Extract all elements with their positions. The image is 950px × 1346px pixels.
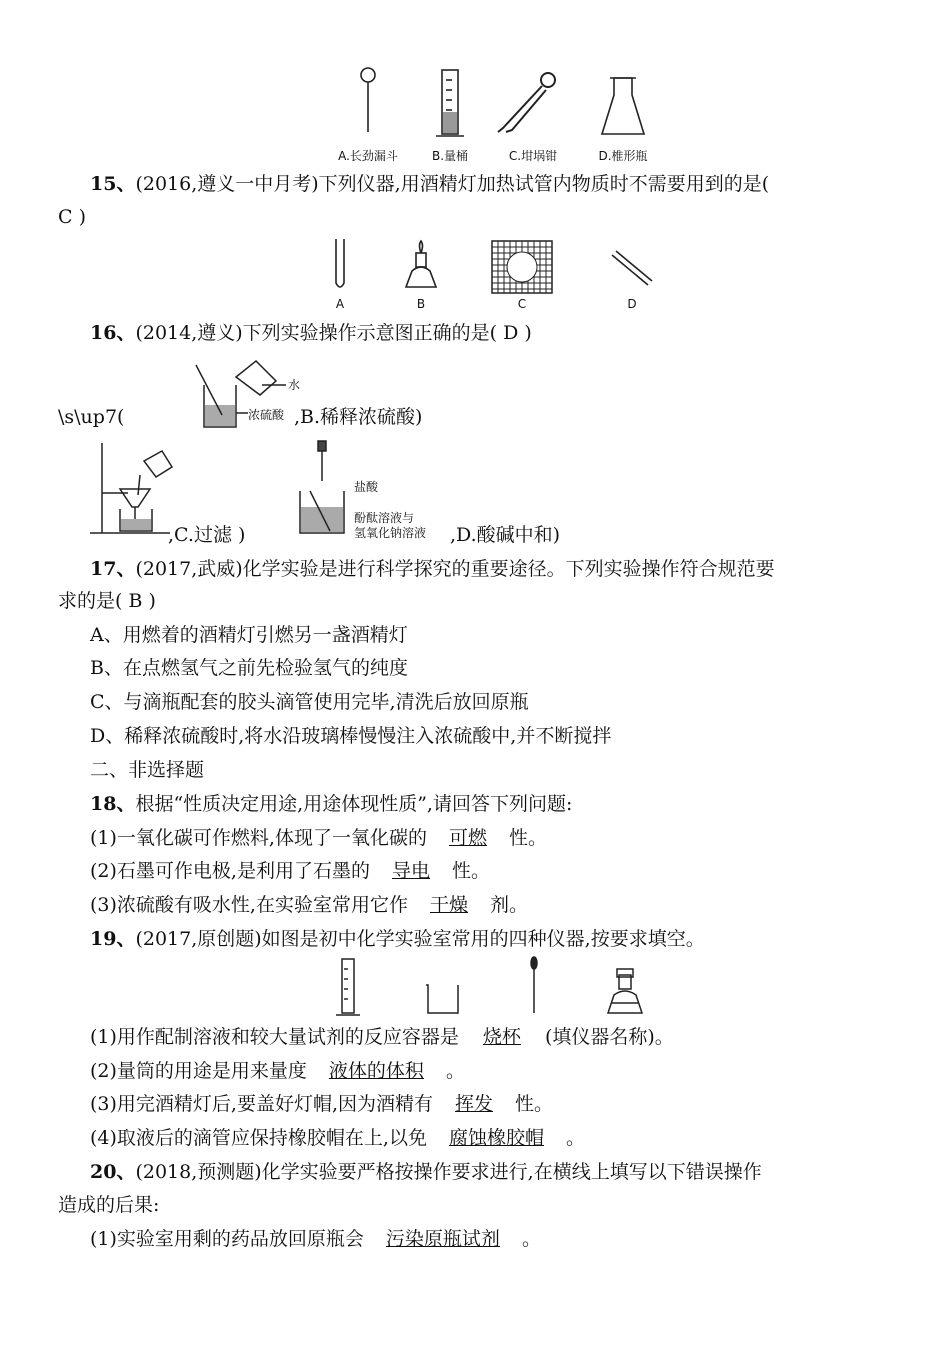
long-neck-funnel-icon [361,68,375,132]
q18-item-3-suffix: 剂。 [489,894,528,916]
neutralization-icon [300,441,344,533]
q16-line [90,321,532,345]
q18-item-1-suffix: 性。 [508,827,547,849]
q18-line [90,792,572,816]
wire-gauze-icon [492,241,552,293]
q19-item-2 [90,1059,465,1083]
q19-item-4-answer: 腐蚀橡胶帽 [448,1127,544,1149]
q19-number: 19、 [90,928,136,950]
q19-item-4-suffix: 。 [565,1127,585,1149]
alcohol-lamp-icon [406,241,436,287]
q18-number: 18、 [90,793,136,815]
q15-answer: C ) [58,206,86,228]
crucible-tongs-icon [498,73,555,132]
q20-text2: 造成的后果: [58,1194,160,1216]
q20-item-1-suffix: 。 [521,1228,541,1250]
q15-number: 15、 [90,173,136,195]
top-instruments-drawing [0,0,950,170]
q19-item-1 [90,1025,674,1049]
q16-row2-c: ,C.过滤 ) [168,524,246,546]
q18-item-1-prefix: (1)一氧化碳可作燃料,体现了一氧化碳的 [90,827,427,849]
q19-instruments-drawing [0,955,950,1020]
q19-item-3-suffix: 性。 [515,1093,554,1115]
q17-line1 [90,557,775,581]
q19-item-2-prefix: (2)量筒的用途是用来量度 [90,1060,307,1082]
q18-item-2-prefix: (2)石墨可作电极,是利用了石墨的 [90,860,370,882]
q15-label-d: D [627,297,637,311]
q19-item-2-suffix: 。 [445,1060,465,1082]
q18-item-3-prefix: (3)浓硫酸有吸水性,在实验室常用它作 [90,894,408,916]
section-heading: 二、非选择题 [90,759,205,781]
q17-option-c: C、与滴瓶配套的胶头滴管使用完毕,清洗后放回原瓶 [90,691,529,713]
q19-item-4 [90,1126,585,1150]
q16-text: (2014,遵义)下列实验操作示意图正确的是( D ) [135,322,532,344]
q16-row1-prefix: \s\up7( [58,406,125,428]
q15-label-b: B [416,297,426,311]
q16-row1-suffix: ,B.稀释浓硫酸) [294,406,423,428]
q17-text2: 求的是( B ) [58,590,156,612]
caption-d: D.椎形瓶 [598,149,648,163]
graduated-cylinder-icon [436,70,464,136]
q15-label-c: C [517,297,527,311]
q18-item-1-answer: 可燃 [448,827,487,849]
q20-number: 20、 [90,1161,136,1183]
q19-item-1-suffix: (填仪器名称)。 [544,1026,674,1048]
q16-dilution-drawing [0,355,950,435]
label-mix-2: 氢氧化钠溶液 [354,526,427,540]
q20-item-1 [90,1227,541,1251]
q18-item-1 [90,826,547,850]
q18-item-2 [90,859,490,883]
label-mix-1: 酚酞溶液与 [354,511,415,525]
q16-number: 16、 [90,322,136,344]
q19-item-3-prefix: (3)用完酒精灯后,要盖好灯帽,因为酒精有 [90,1093,433,1115]
q19-item-3 [90,1092,553,1116]
dropper-icon [531,957,537,1013]
q19-item-2-answer: 液体的体积 [328,1060,424,1082]
test-tube-holder-icon [612,251,652,285]
alcohol-lamp-icon [608,969,642,1013]
q17-option-a: A、用燃着的酒精灯引燃另一盏酒精灯 [90,624,408,646]
q18-item-2-suffix: 性。 [451,860,490,882]
q19-item-4-prefix: (4)取液后的滴管应保持橡胶帽在上,以免 [90,1127,427,1149]
q15-line [90,172,769,196]
q17-option-b: B、在点燃氢气之前先检验氢气的纯度 [90,657,408,679]
test-tube-icon [336,239,344,287]
q20-item-1-answer: 污染原瓶试剂 [385,1228,500,1250]
label-hydrochloric-acid: 盐酸 [354,480,379,494]
caption-a: A.长劲漏斗 [338,149,398,163]
q17-text1: (2017,武威)化学实验是进行科学探究的重要途径。下列实验操作符合规范要 [135,558,775,580]
conical-flask-icon [602,78,644,134]
caption-b: B.量桶 [431,149,469,163]
q18-item-3 [90,893,528,917]
q17-option-d: D、稀释浓硫酸时,将水沿玻璃棒慢慢注入浓硫酸中,并不断搅拌 [90,725,612,747]
q16-row2-d: ,D.酸碱中和) [450,524,561,546]
filtration-icon [90,443,172,533]
q20-text1: (2018,预测题)化学实验要严格按操作要求进行,在横线上填写以下错误操作 [135,1161,762,1183]
q19-text: (2017,原创题)如图是初中化学实验室常用的四种仪器,按要求填空。 [135,928,705,950]
q18-text: 根据“性质决定用途,用途体现性质”,请回答下列问题: [135,793,573,815]
label-water: 水 [288,378,301,392]
q20-item-1-prefix: (1)实验室用剩的药品放回原瓶会 [90,1228,364,1250]
q19-line [90,927,705,951]
q20-line1 [90,1160,762,1184]
beaker-icon [426,985,458,1013]
q19-item-1-prefix: (1)用作配制溶液和较大量试剂的反应容器是 [90,1026,459,1048]
q15-label-a: A [335,297,345,311]
label-concentrated-sulfuric-acid: 浓硫酸 [248,408,285,422]
caption-c: C.坩埚钳 [508,149,558,163]
q18-item-3-answer: 干燥 [429,894,468,916]
q17-number: 17、 [90,558,136,580]
q19-item-1-answer: 烧杯 [482,1026,521,1048]
q18-item-2-answer: 导电 [391,860,430,882]
graduated-cylinder-icon [336,959,360,1015]
q15-text: (2016,遵义一中月考)下列仪器,用酒精灯加热试管内物质时不需要用到的是( [135,173,770,195]
q15-instruments-drawing [0,235,950,295]
q19-item-3-answer: 挥发 [455,1093,494,1115]
